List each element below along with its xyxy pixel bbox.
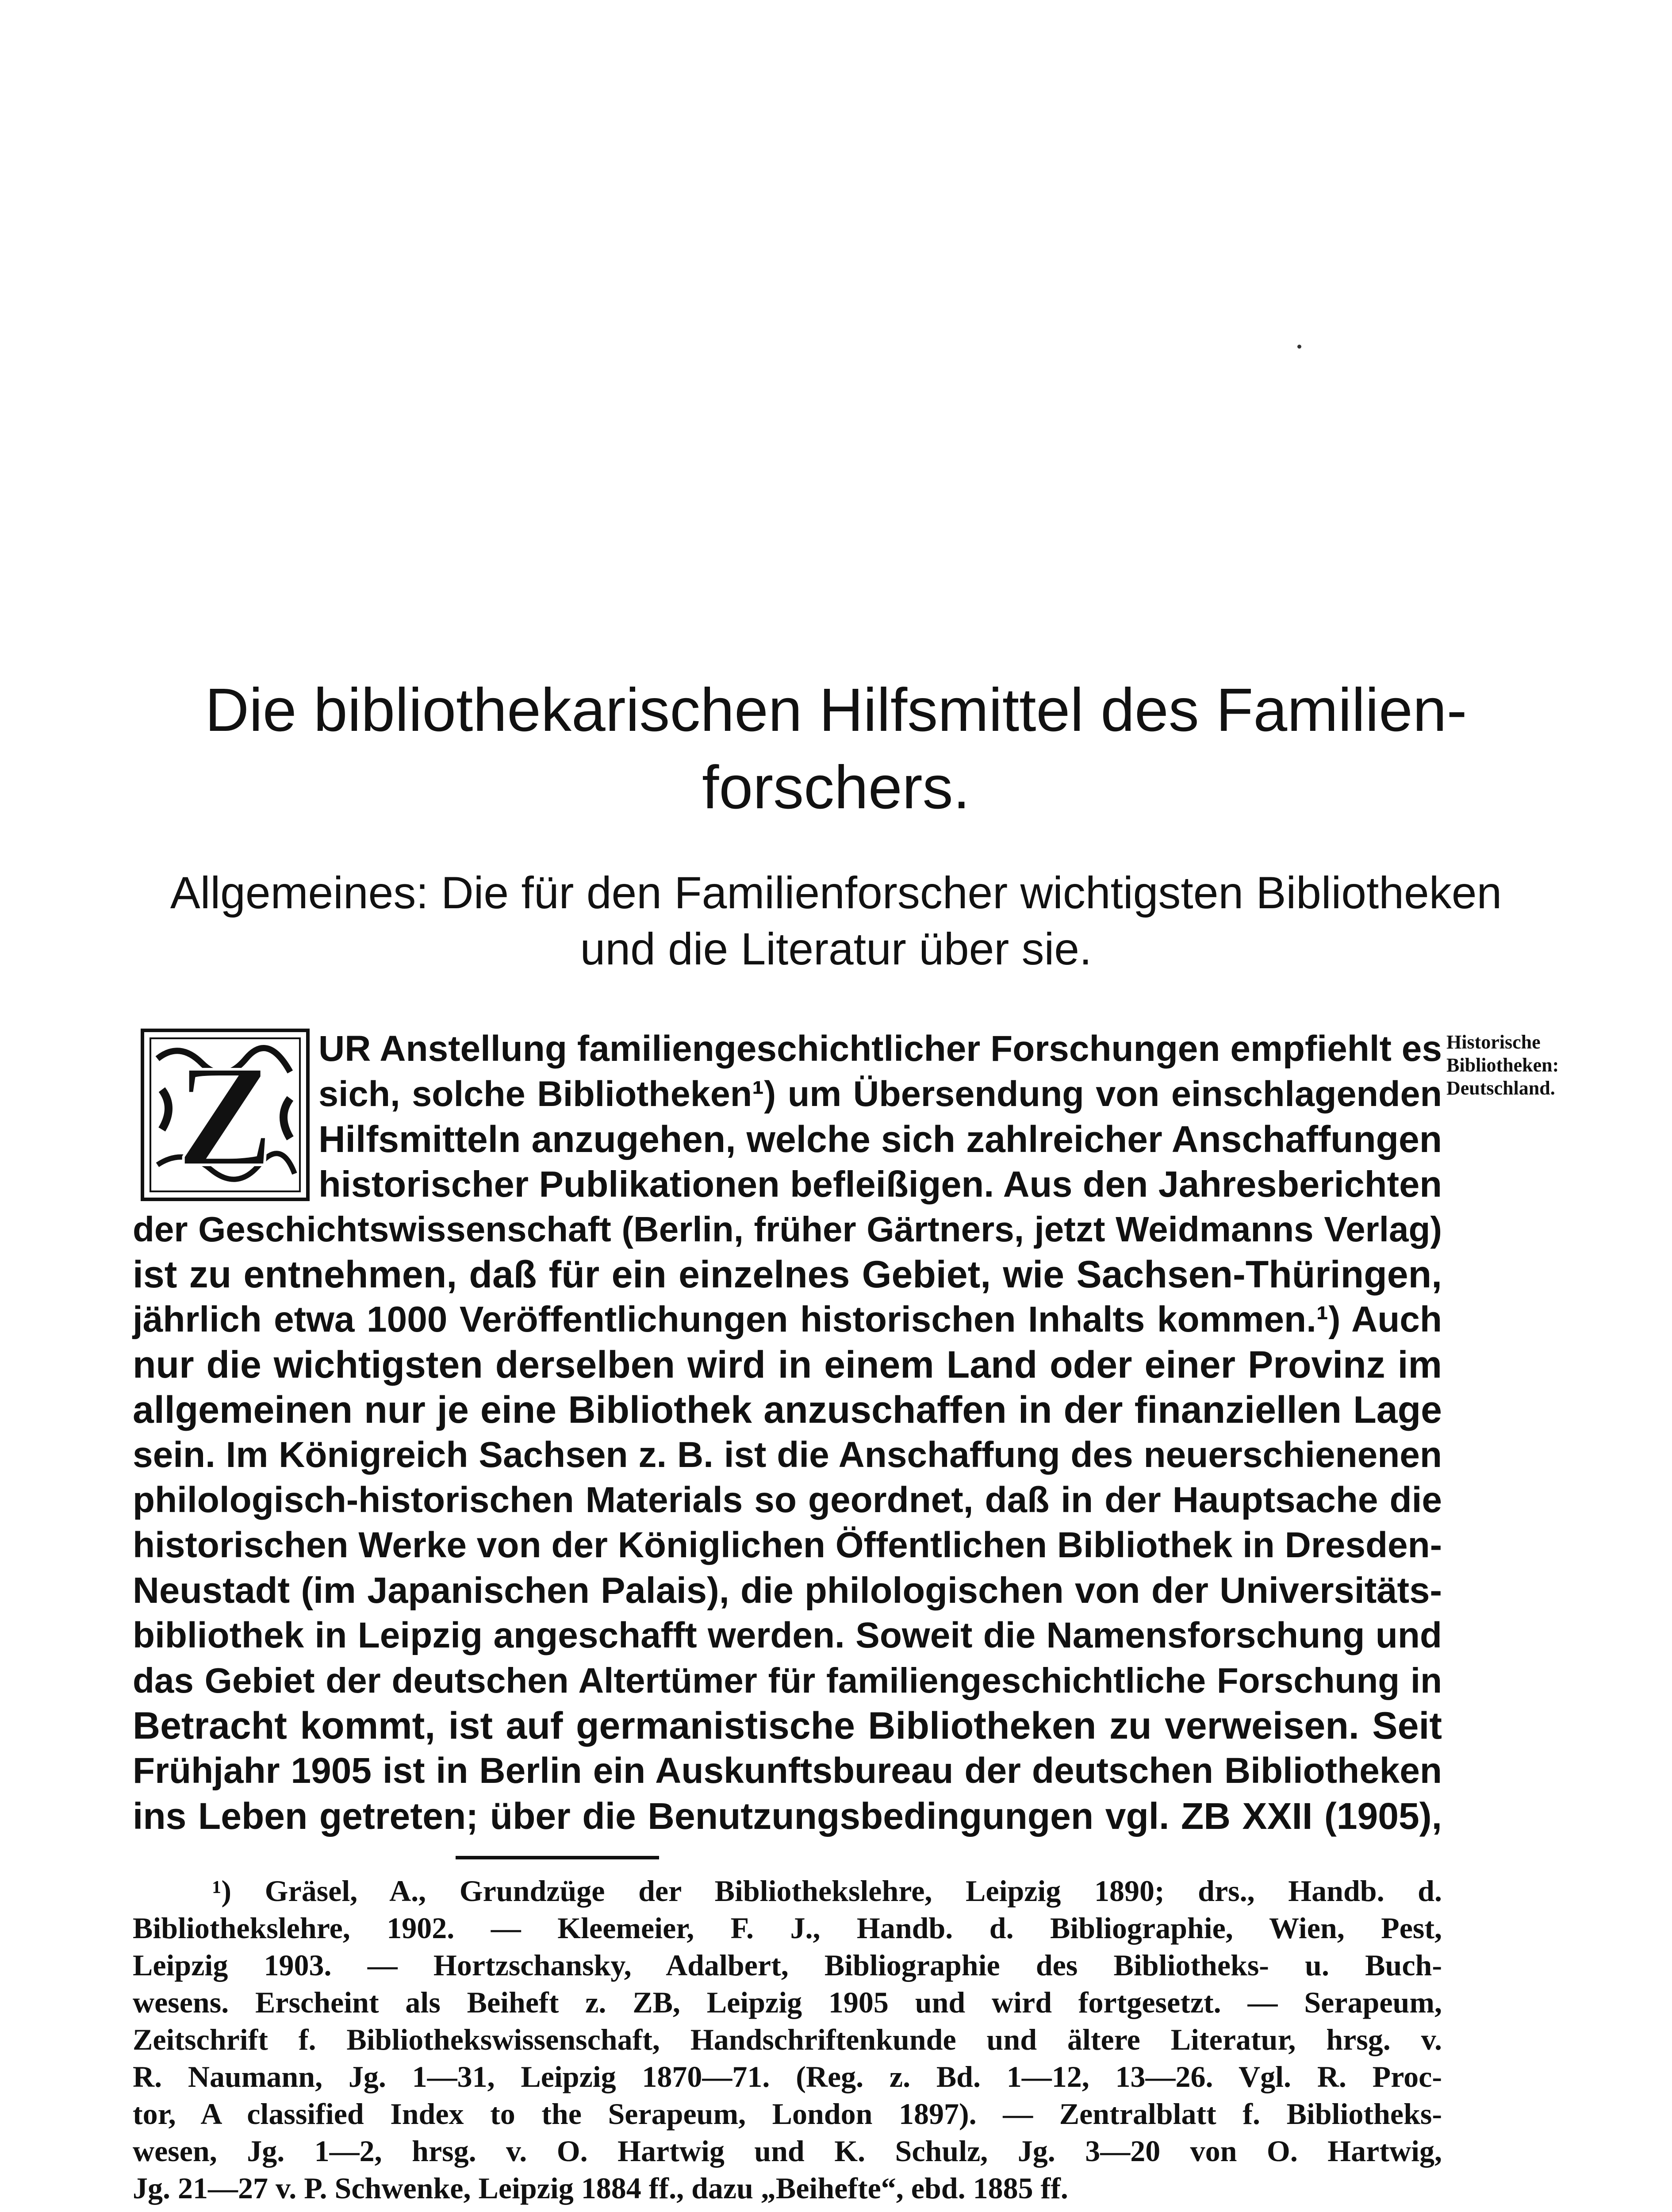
margin-note [1446,1031,1597,1100]
margin-note-line: Bibliotheken: [1446,1054,1559,1076]
decorated-initial-z-icon [141,1029,310,1201]
body-line: bibliothek in Leipzig angeschafft werden. Soweit die Namensforschung und [133,1615,1442,1655]
body-line: Neustadt (im Japanischen Palais), die philologischen von der Universitäts- [133,1570,1442,1611]
body-line: Frühjahr 1905 ist in Berlin ein Auskunftsbureau der deutschen Bibliotheken [133,1751,1442,1791]
subtitle-line-2: und die Literatur über sie. [580,924,1092,974]
body-line: historischer Publikationen befleißigen. Aus den Jahresberichten [318,1164,1442,1205]
footnote-divider [456,1856,659,1859]
body-line: historischen Werke von der Königlichen Öffentlichen Bibliothek in Dresden- [133,1525,1442,1565]
body-line: allgemeinen nur je eine Bibliothek anzuschaffen in der finanziellen Lage [133,1389,1442,1431]
body-line: der Geschichtswissenschaft (Berlin, früher Gärtners, jetzt Weidmanns Verlag) [133,1210,1442,1249]
footnote-line: Jg. 21—27 v. P. Schwenke, Leipzig 1884 ff., dazu „Beihefte“, ebd. 1885 ff. [133,2171,1068,2205]
body-line: sich, solche Bibliotheken¹) um Übersendung von einschlagenden [318,1074,1442,1114]
body-line: philologisch-historischen Materials so geordnet, daß in der Hauptsache die [133,1480,1442,1520]
body-line: Betracht kommt, ist auf germanistische Bibliotheken zu verweisen. Seit [133,1705,1442,1747]
margin-note-line: Historische [1446,1031,1541,1053]
body-line: ist zu entnehmen, daß für ein einzelnes Gebiet, wie Sachsen-Thüringen, [133,1253,1442,1296]
subtitle-line-1: Allgemeines: Die für den Familienforscher wichtigsten Bibliotheken [170,868,1502,918]
page-title-line-1: Die bibliothekarischen Hilfsmittel des Familien- [205,676,1467,744]
body-line: ins Leben getreten; über die Benutzungsbedingungen vgl. ZB XXII (1905), [133,1795,1442,1837]
footnote-line: wesen, Jg. 1—2, hrsg. v. O. Hartwig und K. Schulz, Jg. 3—20 von O. Hartwig, [133,2134,1442,2168]
margin-note-line: Deutschland. [1446,1077,1555,1099]
body-line: das Gebiet der deutschen Altertümer für familiengeschichtliche Forschung in [133,1661,1442,1700]
body-line: Hilfsmitteln anzugehen, welche sich zahlreicher Anschaffungen [318,1118,1442,1160]
footnote-line: ¹) Gräsel, A., Grundzüge der Bibliothekslehre, Leipzig 1890; drs., Handb. d. [212,1874,1442,1908]
footnote-line: Zeitschrift f. Bibliothekswissenschaft, Handschriftenkunde und ältere Literatur, hrsg. v. [133,2023,1442,2056]
body-line: sein. Im Königreich Sachsen z. B. ist die Anschaffung des neuerschienenen [133,1435,1442,1475]
footnote-line: tor, A classified Index to the Serapeum, London 1897). — Zentralblatt f. Bibliotheks- [133,2097,1442,2131]
footnote-line: wesens. Erscheint als Beiheft z. ZB, Leipzig 1905 und wird fortgesetzt. — Serapeum, [133,1985,1442,2019]
footnote-line: Leipzig 1903. — Hortzschansky, Adalbert, Bibliographie des Bibliotheks- u. Buch- [133,1948,1442,1982]
body-line: nur die wichtigsten derselben wird in einem Land oder einer Provinz im [133,1344,1442,1386]
body-line: UR Anstellung familiengeschichtlicher Forschungen empfiehlt es [318,1029,1442,1069]
body-line: jährlich etwa 1000 Veröffentlichungen historischen Inhalts kommen.¹) Auch [133,1299,1442,1340]
footnote-line: R. Naumann, Jg. 1—31, Leipzig 1870—71. (Reg. z. Bd. 1—12, 13—26. Vgl. R. Proc- [133,2060,1442,2093]
initial-letter: Z [176,1035,274,1197]
footnote-line: Bibliothekslehre, 1902. — Kleemeier, F. J., Handb. d. Bibliographie, Wien, Pest, [133,1911,1442,1945]
page-title-line-2: forschers. [702,753,970,822]
scan-speck [1297,345,1301,349]
